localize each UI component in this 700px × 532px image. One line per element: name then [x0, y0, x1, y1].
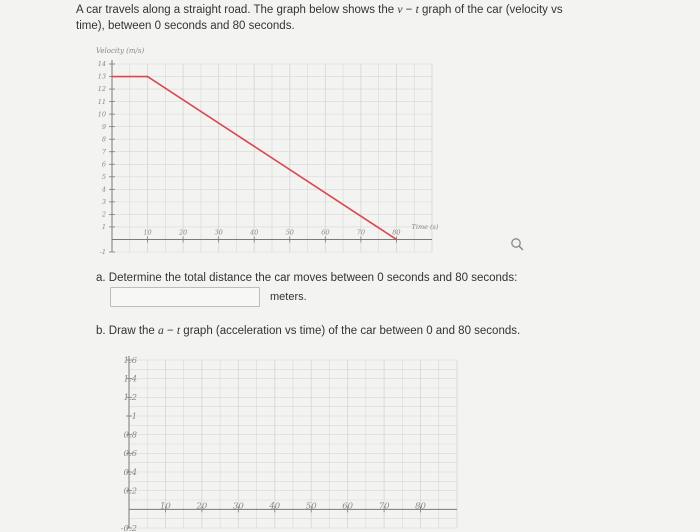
minus-sign-b: − [166, 325, 174, 337]
vt-x-tick-label: 10 [143, 228, 152, 237]
vt-x-tick-label: 50 [285, 228, 294, 237]
at-y-tick-label: 0.2 [123, 486, 137, 497]
vt-x-axis-label: Time (s) [411, 223, 439, 231]
zoom-button[interactable] [509, 236, 525, 252]
vt-x-tick-label: 20 [178, 228, 188, 237]
vt-y-tick-label: 5 [101, 172, 106, 181]
problem-statement [76, 2, 596, 34]
velocity-time-graph [70, 42, 440, 257]
at-x-tick-label: 10 [160, 501, 171, 512]
vt-y-tick-label: 2 [101, 210, 106, 219]
acceleration-time-graph[interactable] [95, 350, 465, 532]
vt-y-tick-label: 8 [101, 135, 106, 144]
vt-x-tick-label: 80 [392, 228, 401, 237]
at-y-tick-label: 1.2 [123, 393, 137, 404]
question-b-prefix: b. Draw the [96, 325, 155, 337]
at-x-tick-label: 60 [342, 501, 354, 512]
search-icon [510, 237, 524, 251]
vt-y-tick-label: 7 [101, 147, 106, 156]
at-y-tick-label: 1 [131, 411, 137, 422]
vt-y-tick-label: 9 [101, 122, 106, 131]
at-y-tick-label: -0.2 [120, 523, 137, 532]
at-grid [129, 360, 457, 528]
vt-y-tick-label: 14 [97, 60, 106, 69]
at-y-tick-label: 1.4 [123, 374, 137, 385]
problem-line2: time), between 0 seconds and 80 seconds. [76, 20, 295, 32]
at-x-tick-label: 20 [196, 501, 208, 512]
at-y-tick-label: 0.4 [123, 467, 137, 478]
vt-y-tick-label: 11 [97, 97, 106, 106]
at-y-tick-label: 0.6 [123, 449, 137, 460]
vt-x-tick-label: 60 [321, 228, 330, 237]
at-x-tick-label: 70 [378, 501, 390, 512]
question-a-text: a. Determine the total distance the car moves between 0 seconds and 80 seconds: [96, 272, 518, 284]
unit-label: meters. [270, 291, 307, 303]
vt-x-tick-label: 30 [214, 228, 223, 237]
vt-x-tick-label: 70 [356, 228, 366, 237]
question-b-text [96, 325, 520, 337]
answer-row [110, 287, 307, 307]
problem-line1-prefix: A car travels along a straight road. The graph below shows the [76, 4, 395, 16]
vt-y-tick-label: 1 [101, 223, 106, 232]
vt-y-tick-label: 3 [101, 198, 106, 207]
vt-y-tick-label: 4 [101, 185, 106, 194]
vt-x-tick-label: 40 [250, 228, 259, 237]
vt-y-tick-label: 6 [101, 160, 106, 169]
minus-sign: − [405, 4, 413, 16]
problem-line1-suffix: graph of the car (velocity vs [421, 4, 563, 16]
v-symbol: v [397, 4, 403, 16]
at-x-tick-label: 30 [232, 501, 244, 512]
t-symbol: t [415, 4, 419, 16]
vt-y-tick-label: -1 [99, 248, 106, 257]
a-symbol: a [158, 325, 164, 337]
at-x-tick-label: 40 [269, 501, 281, 512]
at-y-tick-label: 1.6 [123, 355, 137, 366]
vt-y-tick-label: 12 [97, 85, 106, 94]
question-b-suffix: graph (acceleration vs time) of the car between 0 and 80 seconds. [183, 325, 521, 337]
t-symbol-b: t [176, 325, 181, 337]
vt-y-tick-label: 13 [97, 72, 106, 81]
at-y-tick-label: 0.8 [123, 430, 137, 441]
at-x-tick-label: 80 [415, 501, 426, 512]
vt-y-tick-label: 10 [97, 110, 106, 119]
distance-answer-input[interactable] [110, 287, 260, 307]
vt-y-axis-label: Velocity (m/s) [96, 47, 145, 55]
at-x-tick-label: 50 [305, 501, 317, 512]
